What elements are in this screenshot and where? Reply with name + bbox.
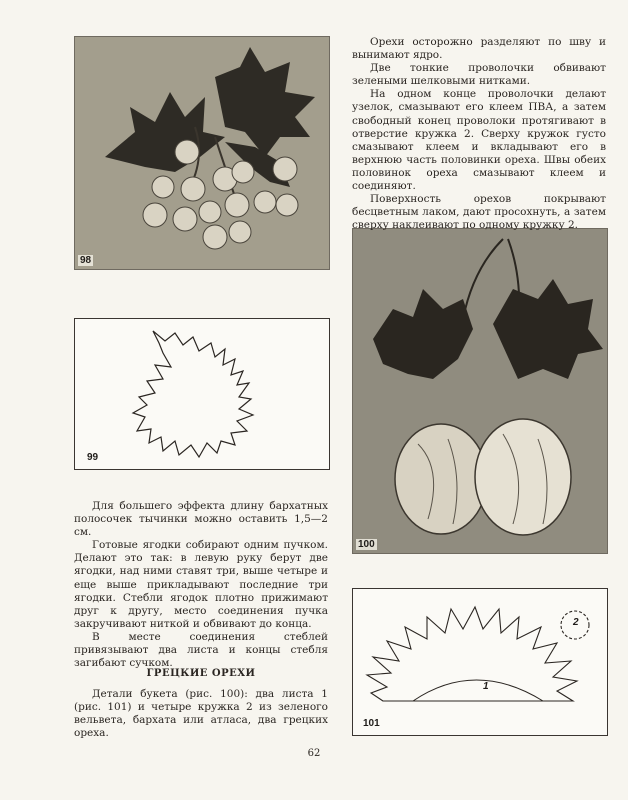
- right-column-text: [352, 36, 606, 232]
- walnuts-image: [353, 229, 607, 553]
- figure-101-label: 101: [363, 718, 380, 729]
- figure-98-label: 98: [80, 255, 92, 266]
- hawthorn-berries-image: [75, 37, 329, 269]
- section-text: [74, 688, 328, 740]
- paragraph: Две тонкие проволочки обвивают зелеными шелковыми нитками.: [352, 62, 606, 88]
- page-number: 62: [307, 748, 321, 759]
- figure-100-label: 100: [358, 539, 375, 550]
- section-heading: ГРЕЦКИЕ ОРЕХИ: [146, 668, 256, 679]
- figure-99-label: 99: [87, 452, 99, 463]
- paragraph: На одном конце проволочки делают узелок, смазывают его клеем ПВА, а затем свободный конец проволоки протягивают в отверстие кружка 2. Сверху кружок густо смазывают клеем и вкладывают его в верхнюю часть половинки ореха. Швы обеих половинок ореха смазывают клеем и соединяют.: [352, 88, 606, 193]
- figure-100-photo: [352, 228, 608, 554]
- figure-101-part1-label: 1: [483, 681, 489, 692]
- figure-99-pattern: [74, 318, 330, 470]
- paragraph: Поверхность орехов покрывают бесцветным лаком, дают просохнуть, а затем сверху наклеивают по одному кружку 2.: [352, 193, 606, 232]
- paragraph: Орехи осторожно разделяют по шву и вынимают ядро.: [352, 36, 606, 62]
- leaf-outline-drawing: [75, 319, 329, 469]
- left-column-text: [74, 500, 328, 670]
- paragraph: Готовые ягодки собирают одним пучком. Делают это так: в левую руку берут две ягодки, над ними ставят три, выше четыре и еще выше прикладывают последние три ягодки. Стебли ягодок плотно прижимают друг к другу, место соединения пучка закручивают ниткой и обвивают до конца.: [74, 539, 328, 630]
- figure-101-part2-label: 2: [573, 617, 579, 628]
- paragraph: Для большего эффекта длину бархатных полосочек тычинки можно оставить 1,5—2 см.: [74, 500, 328, 539]
- paragraph: В месте соединения стеблей привязывают два листа и концы стебля загибают сучком.: [74, 630, 328, 670]
- figure-98-photo: [74, 36, 330, 270]
- paragraph: Детали букета (рис. 100): два листа 1 (рис. 101) и четыре кружка 2 из зеленого вельвета, бархата или атласа, два грецких ореха.: [74, 688, 328, 740]
- fan-leaf-outline-drawing: [353, 589, 607, 735]
- figure-101-pattern: [352, 588, 608, 736]
